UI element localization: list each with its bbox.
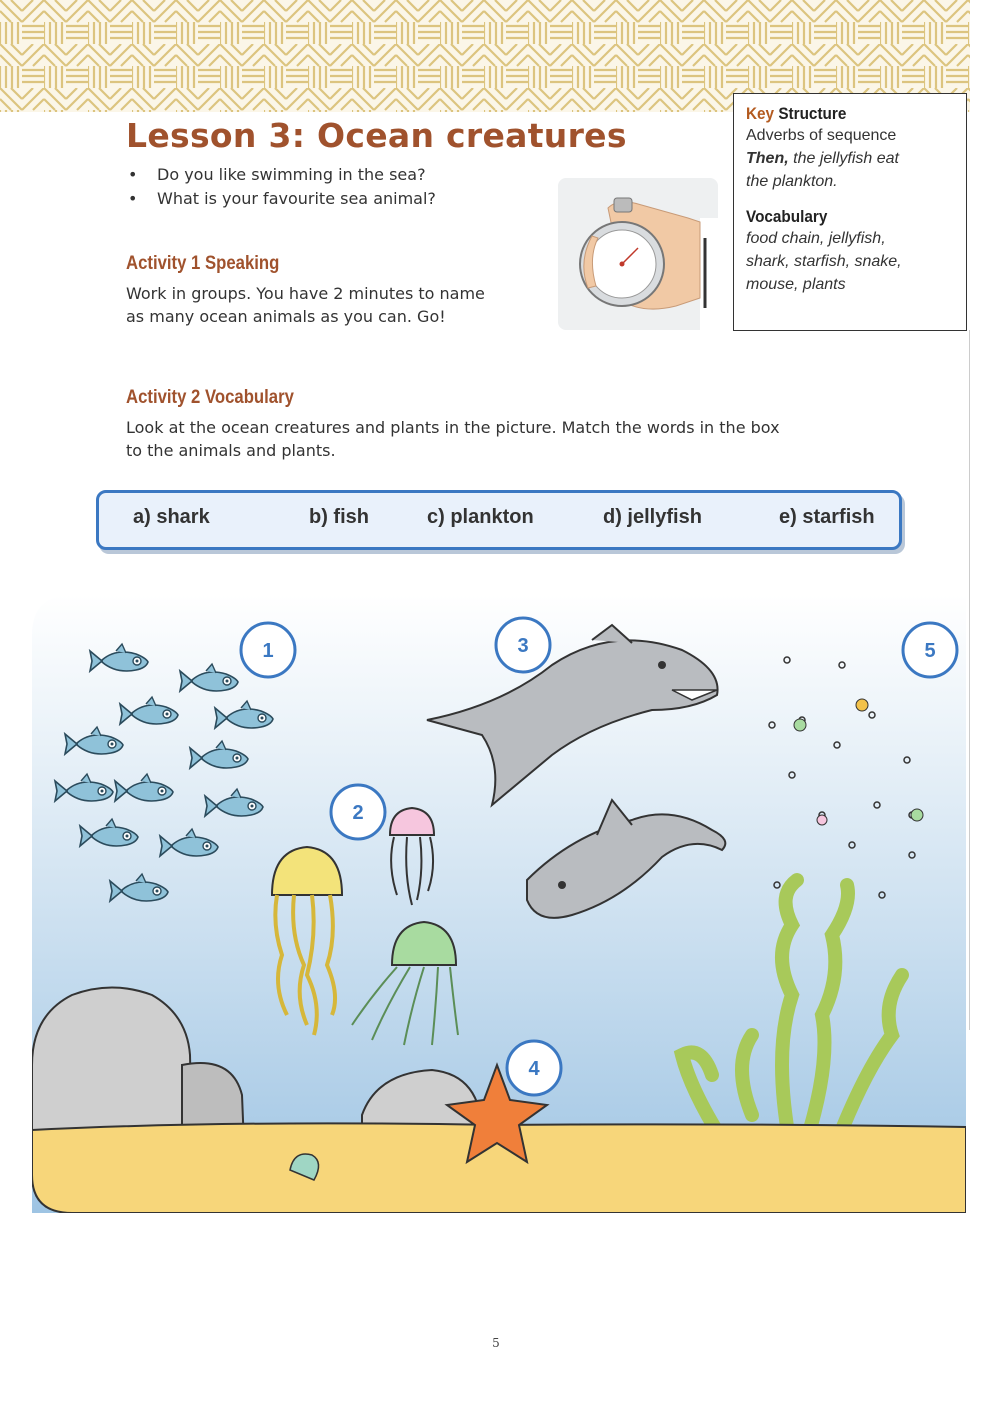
- label-5: [903, 623, 957, 677]
- vocabulary-line-2: shark, starfish, snake,: [746, 253, 902, 270]
- word-shark: a) shark: [133, 506, 210, 528]
- key-structure-example-rest: the jellyfish eat: [793, 150, 899, 167]
- vocabulary-line-1: food chain, jellyfish,: [746, 230, 886, 247]
- key-structure-example-bold: Then,: [746, 150, 789, 167]
- vocabulary-heading: Vocabulary: [746, 207, 828, 226]
- vocabulary-line-3: mouse, plants: [746, 276, 846, 293]
- label-1: [241, 623, 295, 677]
- activity2-heading: Activity 2 Vocabulary: [126, 387, 294, 408]
- label-4: [507, 1041, 561, 1095]
- word-fish: b) fish: [309, 506, 369, 528]
- key-structure-heading: [746, 104, 933, 124]
- warmup-question: • What is your favourite sea animal?: [128, 187, 436, 211]
- word-jellyfish: d) jellyfish: [603, 506, 702, 528]
- page-number: 5: [492, 1336, 500, 1350]
- label-3: [496, 618, 550, 672]
- svg-text:2: 2: [352, 802, 364, 824]
- activity2-line-2: to the animals and plants.: [126, 441, 336, 460]
- page-edge-rule: [969, 330, 970, 1030]
- label-2: [331, 785, 385, 839]
- lesson-title: Lesson 3: Ocean creatures: [126, 116, 627, 155]
- key-structure-heading-rest: Structure: [778, 104, 847, 123]
- word-box: [96, 490, 902, 550]
- svg-text:4: 4: [528, 1058, 540, 1080]
- activity1-line-2: as many ocean animals as you can. Go!: [126, 307, 446, 326]
- svg-text:5: 5: [924, 640, 936, 662]
- svg-text:3: 3: [517, 635, 529, 657]
- word-starfish: e) starfish: [779, 506, 875, 528]
- key-structure-box: [733, 93, 967, 331]
- stopwatch-hand-icon: [558, 178, 718, 330]
- warmup-question: • Do you like swimming in the sea?: [128, 163, 436, 187]
- key-structure-description: Adverbs of sequence: [746, 127, 897, 144]
- key-structure-example-line1: [746, 147, 954, 170]
- activity1-heading: Activity 1 Speaking: [126, 253, 280, 274]
- key-structure-example-line2: the plankton.: [746, 173, 838, 190]
- ocean-scene: [32, 595, 966, 1213]
- word-plankton: c) plankton: [427, 506, 534, 528]
- key-structure-heading-key: Key: [746, 104, 775, 123]
- svg-text:1: 1: [262, 640, 274, 662]
- activity2-line-1: Look at the ocean creatures and plants in the picture. Match the words in the box: [126, 418, 780, 437]
- warmup-questions: [128, 163, 436, 211]
- activity1-line-1: Work in groups. You have 2 minutes to name: [126, 284, 485, 303]
